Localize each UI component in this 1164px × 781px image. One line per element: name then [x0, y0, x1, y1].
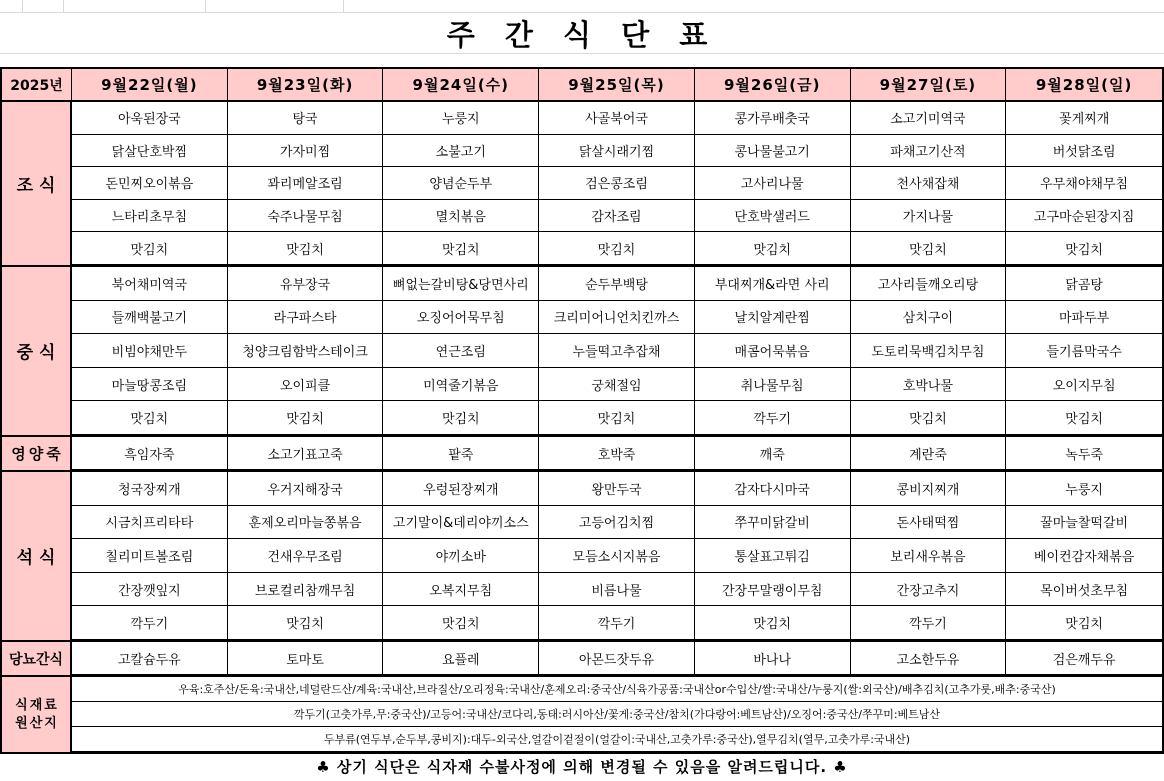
- menu-cell[interactable]: 소고기미역국: [851, 102, 1007, 135]
- menu-cell[interactable]: 고기말이&데리야끼소스: [383, 506, 539, 540]
- menu-cell[interactable]: 꿀마늘찰떡갈비: [1006, 506, 1162, 540]
- menu-cell[interactable]: 콩비지찌개: [851, 472, 1007, 506]
- menu-cell[interactable]: 고사리나물: [695, 167, 851, 200]
- row-label-조식: 조식: [2, 102, 72, 265]
- menu-cell[interactable]: 콩가루배춧국: [695, 102, 851, 135]
- menu-cell[interactable]: 누룽지: [383, 102, 539, 135]
- menu-cell[interactable]: 맛김치: [695, 232, 851, 265]
- menu-cell[interactable]: 마파두부: [1006, 301, 1162, 335]
- year-cell[interactable]: 2025년: [2, 69, 72, 100]
- day-header-cell[interactable]: 9월23일(화): [228, 69, 384, 100]
- menu-cell[interactable]: 청국장찌개: [72, 472, 228, 506]
- day-header-cell[interactable]: 9월24일(수): [383, 69, 539, 100]
- day-header-cell[interactable]: 9월27일(토): [851, 69, 1007, 100]
- menu-cell[interactable]: 고등어김치찜: [539, 506, 695, 540]
- menu-cell[interactable]: 들기름막국수: [1006, 334, 1162, 368]
- menu-cell[interactable]: 꽃게찌개: [1006, 102, 1162, 135]
- menu-cell[interactable]: 고칼슘두유: [72, 642, 228, 675]
- menu-cell[interactable]: 콩나물불고기: [695, 135, 851, 168]
- menu-cell[interactable]: 돈민찌오이볶음: [72, 167, 228, 200]
- menu-cell[interactable]: 맛김치: [851, 401, 1007, 435]
- footer-note: ♣ 상기 식단은 식자재 수불사정에 의해 변경될 수 있음을 알려드립니다. ♣: [316, 758, 848, 776]
- menu-cell[interactable]: 라구파스타: [228, 301, 384, 335]
- menu-cell[interactable]: 검은깨두유: [1006, 642, 1162, 675]
- menu-cell[interactable]: 맛김치: [539, 401, 695, 435]
- section-중식: [2, 267, 1162, 437]
- menu-cell[interactable]: 브로컬리참깨무침: [228, 573, 384, 607]
- menu-cell[interactable]: 누룽지: [1006, 472, 1162, 506]
- menu-cell[interactable]: 단호박샐러드: [695, 200, 851, 233]
- menu-cell[interactable]: 숙주나물무침: [228, 200, 384, 233]
- row-label-당뇨간식: 당뇨간식: [2, 642, 72, 675]
- menu-cell[interactable]: 닭살시래기찜: [539, 135, 695, 168]
- menu-cell[interactable]: 비빔야채만두: [72, 334, 228, 368]
- menu-cell[interactable]: 야끼소바: [383, 539, 539, 573]
- page-title: 주 간 식 단 표: [446, 18, 718, 52]
- menu-cell[interactable]: 유부장국: [228, 267, 384, 301]
- day-header-cell[interactable]: 9월28일(일): [1035, 76, 1133, 94]
- section-당뇨간식: [2, 642, 1162, 677]
- menu-cell[interactable]: 매콤어묵볶음: [695, 334, 851, 368]
- menu-cell[interactable]: 양념순두부: [383, 167, 539, 200]
- menu-cell[interactable]: 오징어어묵무침: [383, 301, 539, 335]
- menu-cell[interactable]: 깍두기: [695, 401, 851, 435]
- menu-cell[interactable]: 흑임자죽: [72, 437, 228, 470]
- menu-cell[interactable]: 호박죽: [539, 437, 695, 470]
- menu-cell[interactable]: 사골북어국: [539, 102, 695, 135]
- spreadsheet-gridline: [0, 53, 1164, 54]
- menu-cell[interactable]: 바나나: [695, 642, 851, 675]
- menu-cell[interactable]: 건새우무조림: [228, 539, 384, 573]
- menu-cell[interactable]: 가자미찜: [228, 135, 384, 168]
- origin-section: [2, 677, 1162, 752]
- menu-cell[interactable]: 순두부백탕: [539, 267, 695, 301]
- menu-cell[interactable]: 아욱된장국: [72, 102, 228, 135]
- menu-cell[interactable]: 깍두기: [539, 606, 695, 640]
- origin-label: 식재료 원산지: [2, 677, 72, 752]
- menu-cell[interactable]: 맛김치: [1006, 606, 1162, 640]
- menu-cell[interactable]: 북어채미역국: [72, 267, 228, 301]
- menu-cell[interactable]: 왕만두국: [539, 472, 695, 506]
- menu-cell[interactable]: 아몬드잣두유: [539, 642, 695, 675]
- menu-cell[interactable]: 느타리초무침: [72, 200, 228, 233]
- menu-cell[interactable]: 가지나물: [851, 200, 1007, 233]
- row-label-중식: 중식: [2, 267, 72, 435]
- menu-cell[interactable]: 호박나물: [851, 368, 1007, 402]
- menu-cell[interactable]: 도토리묵백김치무침: [851, 334, 1007, 368]
- menu-table: [0, 67, 1164, 754]
- menu-cell[interactable]: 삼치구이: [851, 301, 1007, 335]
- menu-cell[interactable]: 닭살단호박찜: [72, 135, 228, 168]
- menu-cell[interactable]: 간장고추지: [851, 573, 1007, 607]
- menu-cell[interactable]: 크리미어니언치킨까스: [539, 301, 695, 335]
- menu-cell[interactable]: 소고기표고죽: [228, 437, 384, 470]
- menu-cell[interactable]: 맛김치: [383, 401, 539, 435]
- menu-cell[interactable]: 버섯닭조림: [1006, 135, 1162, 168]
- menu-cell[interactable]: 맛김치: [228, 232, 384, 265]
- menu-cell[interactable]: 천사채잡채: [851, 167, 1007, 200]
- menu-cell[interactable]: 들깨백불고기: [72, 301, 228, 335]
- menu-cell[interactable]: 맛김치: [851, 232, 1007, 265]
- day-header-cell[interactable]: 9월25일(목): [539, 69, 695, 100]
- origin-line: 두부류(연두부,순두부,콩비지):대두-외국산,얼갈이겉절이(얼갈이:국내산,고춧가루:중국산),열무김치(열무,고춧가루:국내산): [72, 727, 1162, 752]
- menu-cell[interactable]: 멸치볶음: [383, 200, 539, 233]
- menu-cell[interactable]: 소불고기: [383, 135, 539, 168]
- menu-cell[interactable]: 맛김치: [1006, 232, 1162, 265]
- menu-cell[interactable]: 맛김치: [228, 401, 384, 435]
- menu-cell[interactable]: 오이지무침: [1006, 368, 1162, 402]
- menu-cell[interactable]: 맛김치: [1006, 401, 1162, 435]
- menu-cell[interactable]: 보리새우볶음: [851, 539, 1007, 573]
- menu-cell[interactable]: 요플레: [383, 642, 539, 675]
- menu-cell[interactable]: 돈사태떡찜: [851, 506, 1007, 540]
- menu-cell[interactable]: 목이버섯초무침: [1006, 573, 1162, 607]
- menu-cell[interactable]: 맛김치: [383, 606, 539, 640]
- menu-cell[interactable]: 연근조림: [383, 334, 539, 368]
- menu-cell[interactable]: 마늘땅콩조림: [72, 368, 228, 402]
- menu-cell[interactable]: 맛김치: [72, 232, 228, 265]
- menu-cell[interactable]: 맛김치: [228, 606, 384, 640]
- menu-cell[interactable]: 우렁된장찌개: [383, 472, 539, 506]
- menu-cell[interactable]: 닭곰탕: [1006, 267, 1162, 301]
- menu-cell[interactable]: 검은콩조림: [539, 167, 695, 200]
- menu-cell[interactable]: 간장무말랭이무침: [695, 573, 851, 607]
- menu-cell[interactable]: 누들떡고추잡채: [539, 334, 695, 368]
- menu-cell[interactable]: 녹두죽: [1006, 437, 1162, 470]
- menu-cell[interactable]: 취나물무침: [695, 368, 851, 402]
- menu-cell[interactable]: 토마토: [228, 642, 384, 675]
- menu-cell[interactable]: 뼈없는갈비탕&당면사리: [383, 267, 539, 301]
- menu-cell[interactable]: 쭈꾸미닭갈비: [695, 506, 851, 540]
- menu-cell[interactable]: 탕국: [228, 102, 384, 135]
- menu-cell[interactable]: 비름나물: [539, 573, 695, 607]
- menu-cell[interactable]: 팥죽: [383, 437, 539, 470]
- menu-cell[interactable]: 고구마순된장지짐: [1006, 200, 1162, 233]
- menu-cell[interactable]: 모듬소시지볶음: [539, 539, 695, 573]
- menu-cell[interactable]: 부대찌개&라면 사리: [695, 267, 851, 301]
- day-header-cell[interactable]: 9월26일(금): [695, 69, 851, 100]
- menu-cell[interactable]: 우무채야채무침: [1006, 167, 1162, 200]
- row-label-석식: 석식: [2, 472, 72, 640]
- menu-cell[interactable]: 날치알계란찜: [695, 301, 851, 335]
- menu-cell[interactable]: 훈제오리마늘쫑볶음: [228, 506, 384, 540]
- menu-cell[interactable]: 통살표고튀김: [695, 539, 851, 573]
- menu-cell[interactable]: 오이피클: [228, 368, 384, 402]
- origin-line: 깍두기(고춧가루,무:중국산)/고등어:국내산/코다리,동태:러시아산/꽃게:중국산/참치(가다랑어:베트남산)/오징어:중국산/쭈꾸미:베트남산: [72, 702, 1162, 727]
- header-row: [2, 69, 1162, 102]
- menu-cell[interactable]: 깨죽: [695, 437, 851, 470]
- menu-cell[interactable]: 시금치프리타타: [72, 506, 228, 540]
- menu-cell[interactable]: 맛김치: [539, 232, 695, 265]
- section-조식: [2, 102, 1162, 267]
- menu-cell[interactable]: 맛김치: [383, 232, 539, 265]
- menu-cell[interactable]: 맛김치: [72, 401, 228, 435]
- menu-cell[interactable]: 청양크림함박스테이크: [228, 334, 384, 368]
- menu-cell[interactable]: 꽈리메알조림: [228, 167, 384, 200]
- menu-cell[interactable]: 궁채절임: [539, 368, 695, 402]
- menu-cell[interactable]: 감자조림: [539, 200, 695, 233]
- section-석식: [2, 472, 1162, 642]
- menu-cell[interactable]: 미역줄기볶음: [383, 368, 539, 402]
- menu-cell[interactable]: 우거지해장국: [228, 472, 384, 506]
- menu-cell[interactable]: 깍두기: [851, 606, 1007, 640]
- menu-cell[interactable]: 베이컨감자채볶음: [1006, 539, 1162, 573]
- row-label-영양죽: 영양죽: [2, 437, 72, 470]
- menu-cell[interactable]: 계란죽: [851, 437, 1007, 470]
- origin-line: 우육:호주산/돈육:국내산,네덜란드산/계육:국내산,브라질산/오리정육:국내산/훈제오리:중국산/식육가공품:국내산or수입산/쌀:국내산/누룽지(쌀:외국산)/배추김치(고추가룻,배추:중국산): [72, 677, 1162, 702]
- menu-cell[interactable]: 감자다시마국: [695, 472, 851, 506]
- menu-cell[interactable]: 맛김치: [695, 606, 851, 640]
- section-영양죽: [2, 437, 1162, 472]
- day-header-cell[interactable]: 9월22일(월): [72, 69, 228, 100]
- menu-cell[interactable]: 고사리들깨오리탕: [851, 267, 1007, 301]
- menu-cell[interactable]: 칠리미트볼조림: [72, 539, 228, 573]
- menu-cell[interactable]: 간장깻잎지: [72, 573, 228, 607]
- menu-cell[interactable]: 고소한두유: [851, 642, 1007, 675]
- menu-cell[interactable]: 파채고기산적: [851, 135, 1007, 168]
- menu-cell[interactable]: 깍두기: [72, 606, 228, 640]
- menu-cell[interactable]: 오복지무침: [383, 573, 539, 607]
